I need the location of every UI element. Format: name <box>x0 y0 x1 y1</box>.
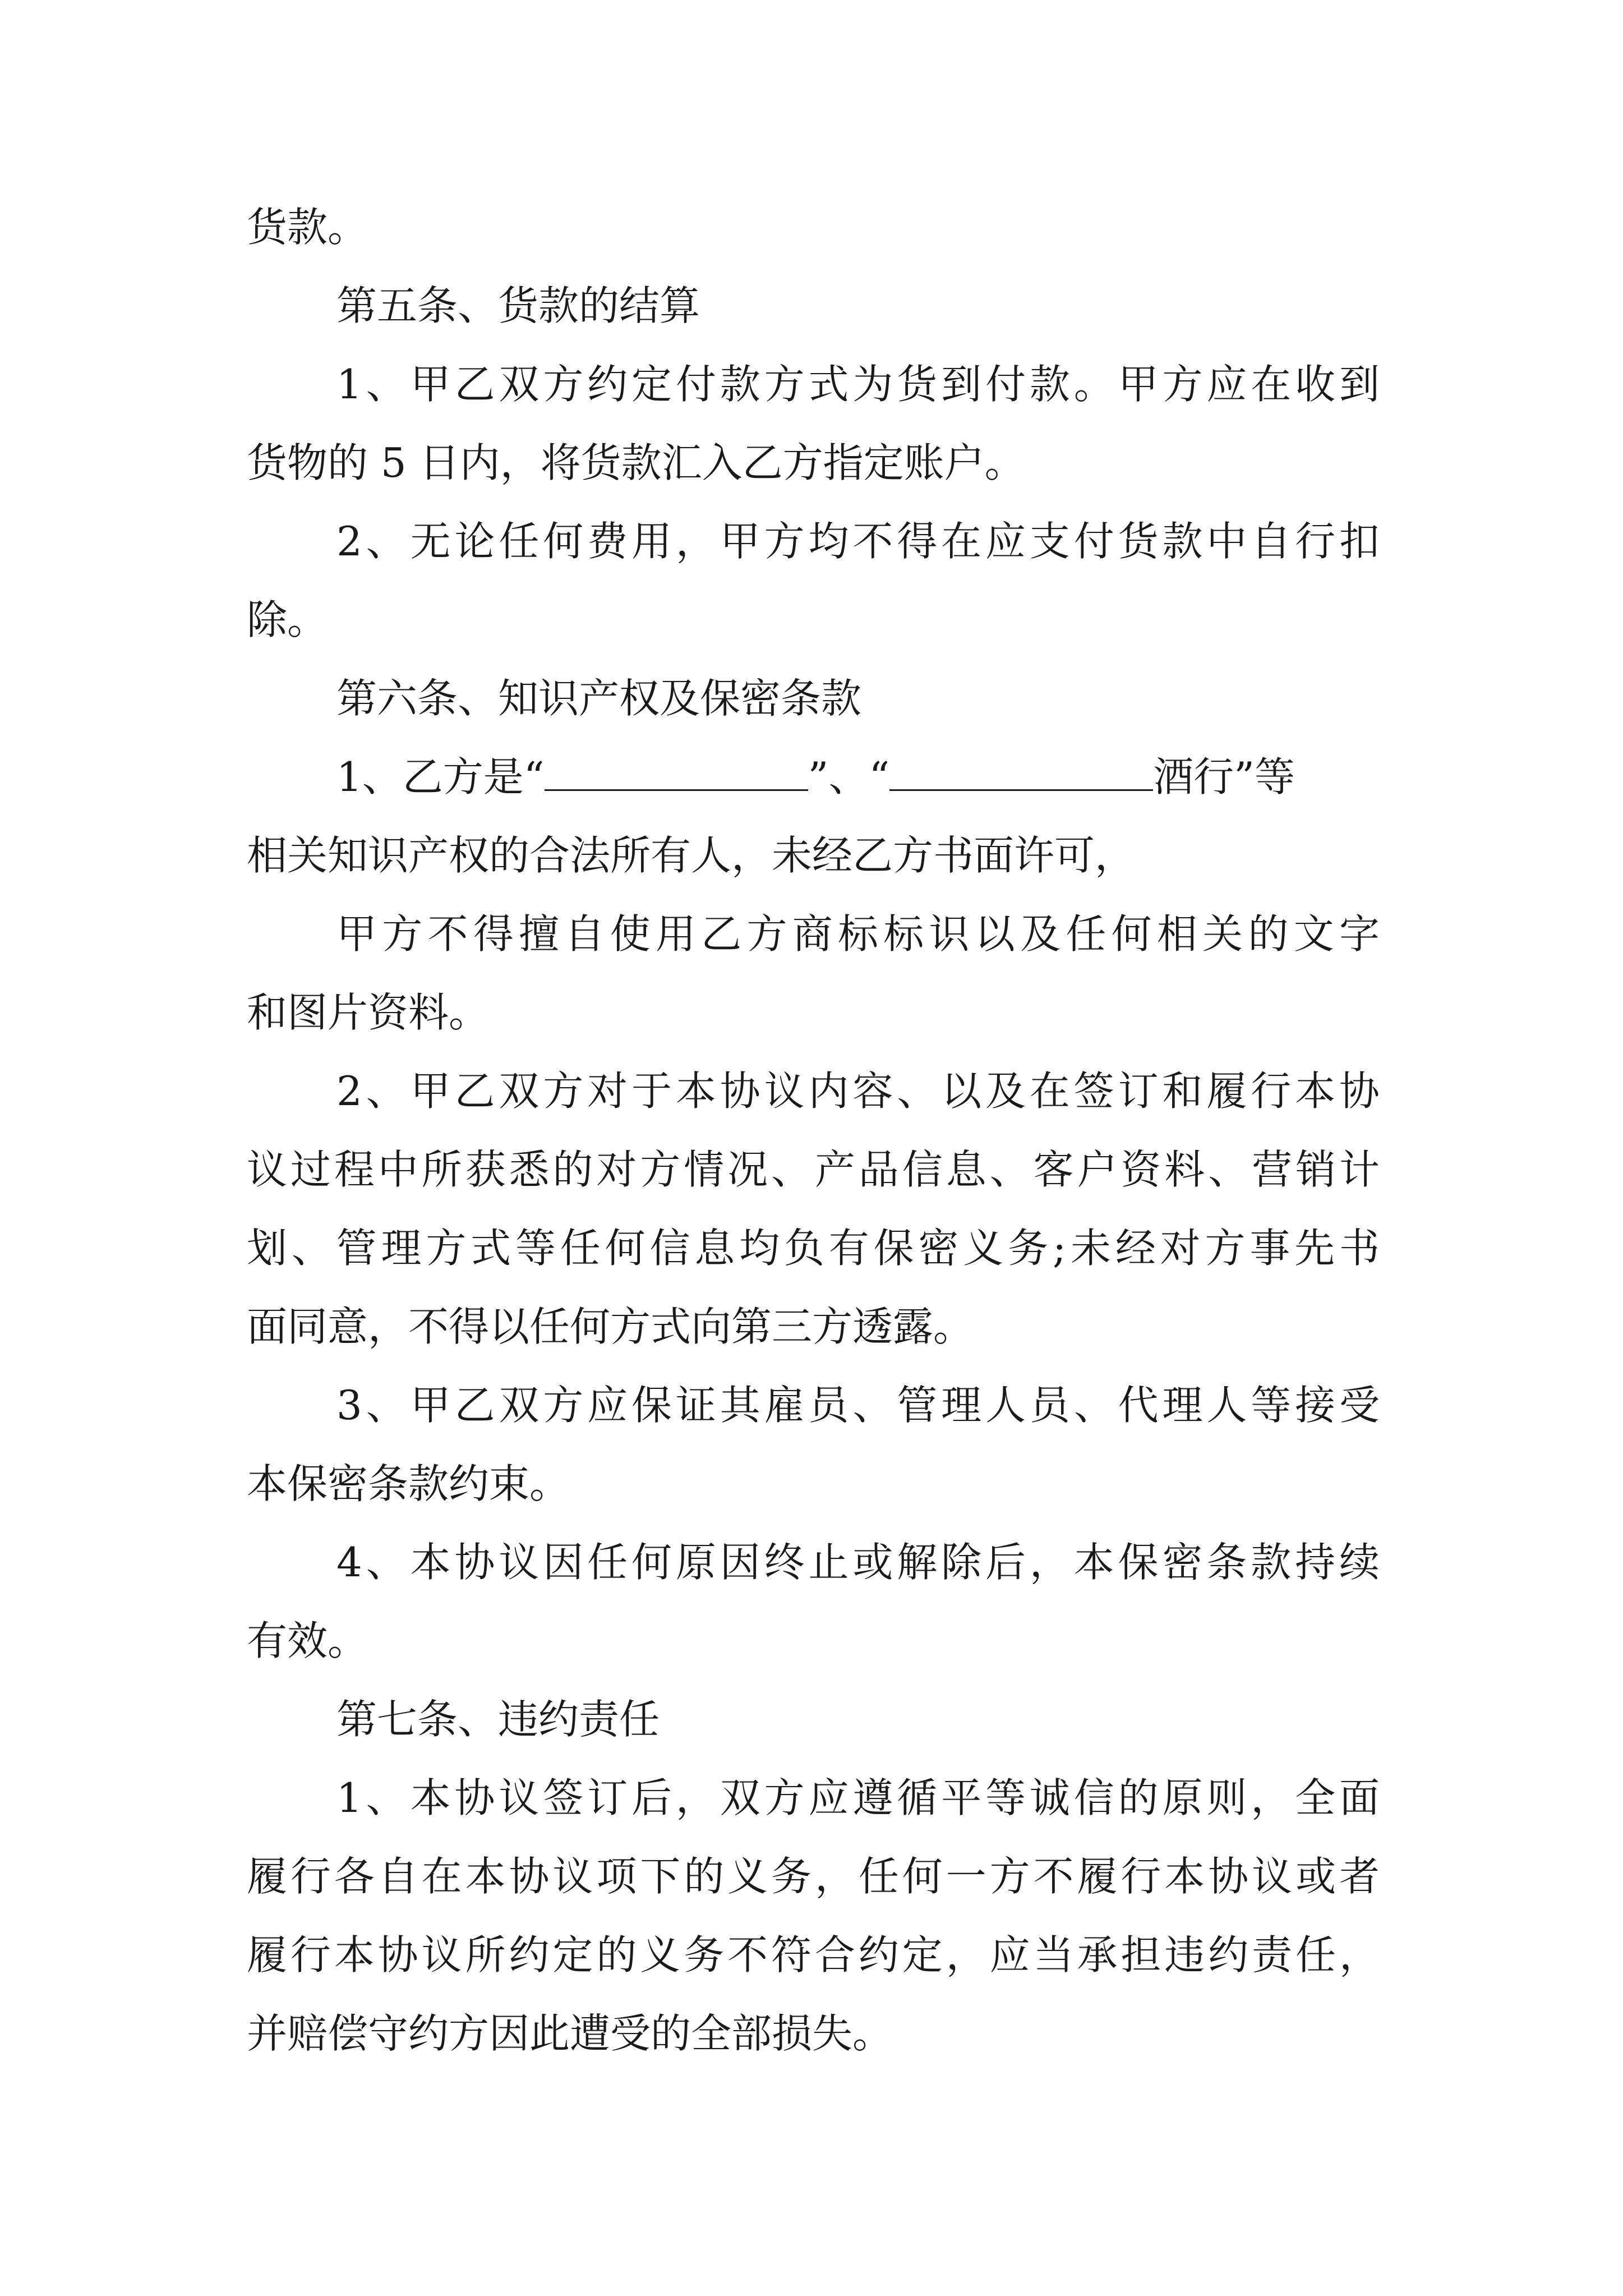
section-heading-5: 第五条、货款的结算 <box>336 282 700 329</box>
ip-clause-suffix: 酒行”等 <box>1153 753 1295 800</box>
paragraph-line: 2、无论任何费用，甲方均不得在应支付货款中自行扣 <box>336 518 1380 565</box>
paragraph-line: 和图片资料。 <box>247 989 490 1036</box>
paragraph-line: 面同意，不得以任何方式向第三方透露。 <box>247 1303 974 1350</box>
paragraph-line: 4、本协议因任何原因终止或解除后，本保密条款持续 <box>336 1539 1380 1586</box>
paragraph-line: 货款。 <box>247 204 368 251</box>
paragraph-line: 1、本协议签订后，双方应遵循平等诚信的原则，全面 <box>336 1774 1380 1821</box>
paragraph-line: 履行本协议所约定的义务不符合约定，应当承担违约责任， <box>247 1931 1380 1978</box>
section-heading-6: 第六条、知识产权及保密条款 <box>336 675 862 722</box>
paragraph-line: 除。 <box>247 596 328 643</box>
paragraph-line: 议过程中所获悉的对方情况、产品信息、客户资料、营销计 <box>247 1146 1380 1193</box>
blank-field-2 <box>889 754 1153 791</box>
ip-clause-middle: ”、“ <box>808 753 890 800</box>
paragraph-line: 2、甲乙双方对于本协议内容、以及在签订和履行本协 <box>336 1068 1380 1115</box>
paragraph-line: 甲方不得擅自使用乙方商标标识以及任何相关的文字 <box>336 910 1380 958</box>
paragraph-line: 并赔偿守约方因此遭受的全部损失。 <box>247 2010 893 2057</box>
paragraph-line: 3、甲乙双方应保证其雇员、管理人员、代理人等接受 <box>336 1382 1380 1429</box>
blank-field-1 <box>545 754 808 791</box>
paragraph-line: 履行各自在本协议项下的义务，任何一方不履行本协议或者 <box>247 1853 1380 1900</box>
ip-clause-line <box>336 749 1380 805</box>
section-heading-7: 第七条、违约责任 <box>336 1696 660 1743</box>
ip-clause-prefix: 1、乙方是“ <box>336 753 545 800</box>
paragraph-line: 有效。 <box>247 1617 368 1664</box>
paragraph-line: 货物的 5 日内，将货款汇入乙方指定账户。 <box>247 439 1025 486</box>
paragraph-line: 划、管理方式等任何信息均负有保密义务;未经对方事先书 <box>247 1225 1380 1272</box>
paragraph-line: 相关知识产权的合法所有人，未经乙方书面许可， <box>247 832 1136 879</box>
paragraph-line: 本保密条款约束。 <box>247 1460 570 1507</box>
paragraph-line: 1、甲乙双方约定付款方式为货到付款。甲方应在收到 <box>336 361 1380 408</box>
